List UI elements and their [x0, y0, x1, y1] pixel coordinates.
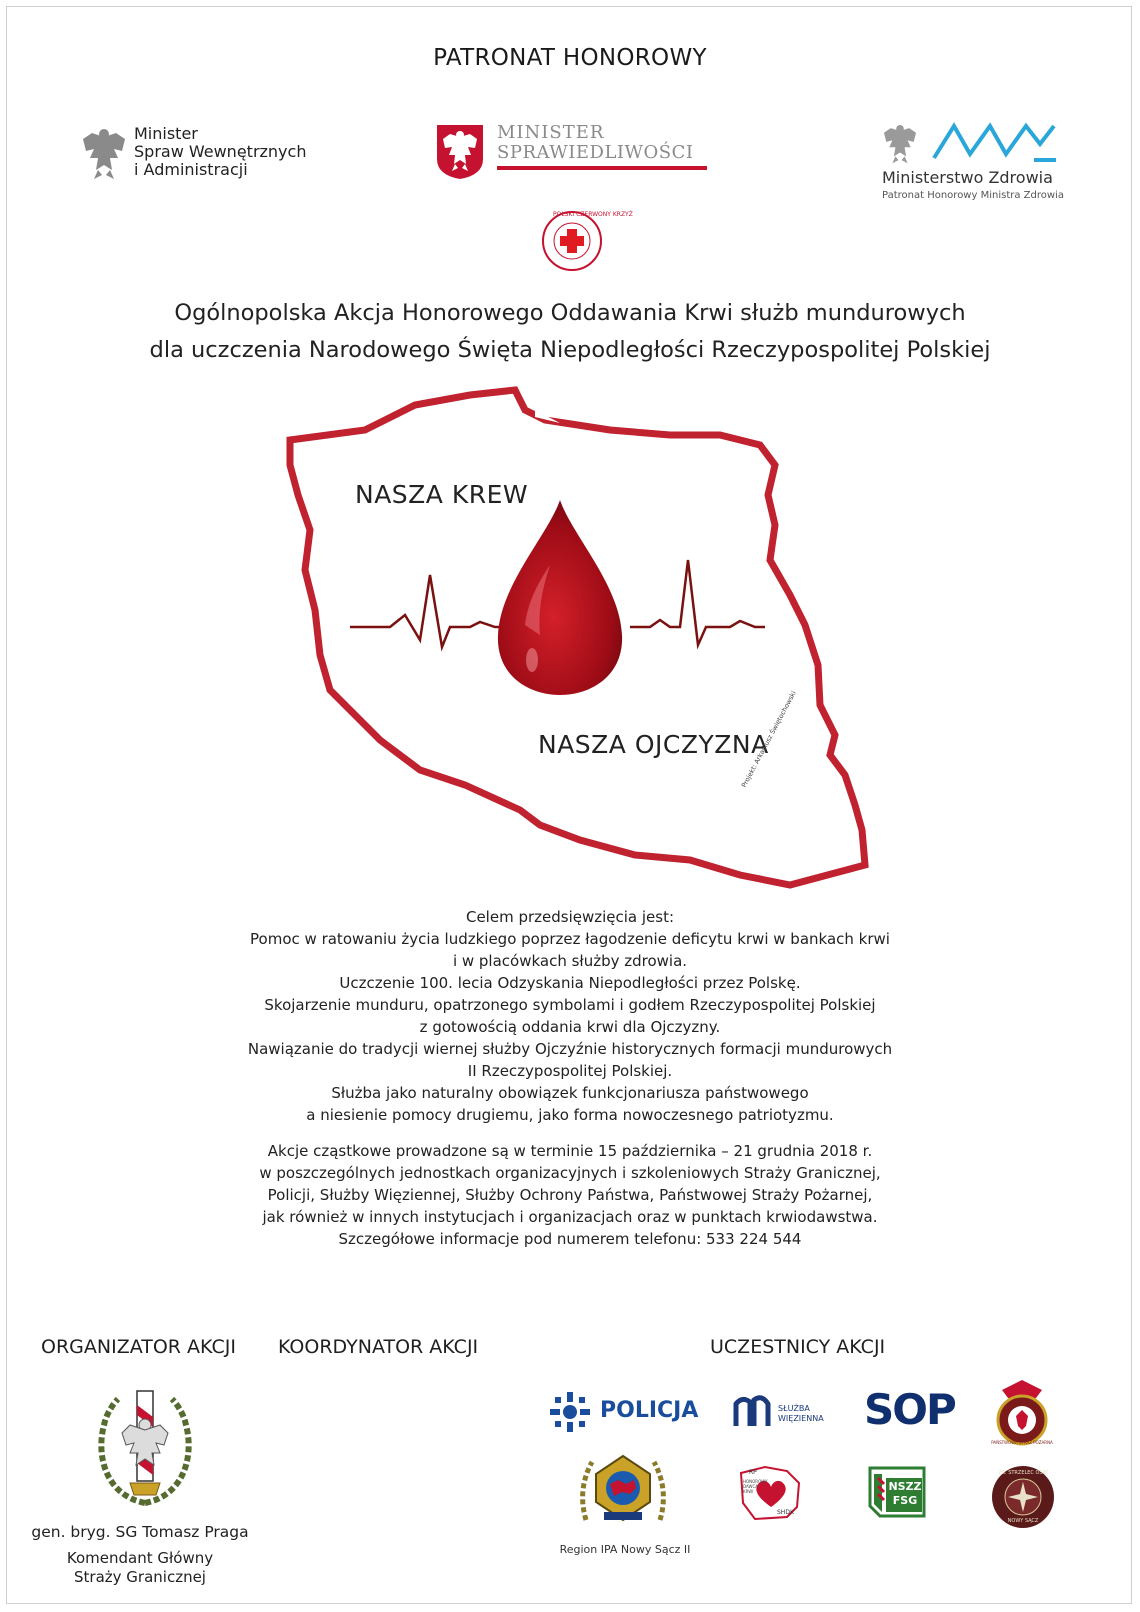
coordinator-label: KOORDYNATOR AKCJI — [278, 1336, 479, 1358]
shdk-text: SHDK — [777, 1509, 794, 1516]
strzelec-logo — [990, 1464, 1056, 1530]
sw-line1: SŁUŻBA — [778, 1404, 810, 1413]
ms-logo — [435, 120, 710, 185]
signatory-unit: Straży Granicznej — [74, 1568, 206, 1586]
goal-line: Nawiązanie do tradycji wiernej służby Ojczyźnie historycznych formacji mundurowych — [247, 1040, 893, 1058]
participants-label: UCZESTNICY AKCJI — [710, 1336, 886, 1358]
info-line: jak również w innych instytucjach i organizacjach oraz w punktach krwiodawstwa. — [262, 1208, 878, 1226]
phone-line: Szczegółowe informacje pod numerem telefonu: 533 224 544 — [338, 1230, 802, 1248]
shdk-logo — [735, 1463, 805, 1523]
eagle-icon — [80, 125, 128, 180]
mswia-line3: i Administracji — [134, 160, 248, 179]
sluzba-wiezienna-logo — [732, 1390, 842, 1438]
ms-line2: SPRAWIEDLIWOŚCI — [497, 142, 694, 163]
goal-line: Uczczenie 100. lecia Odzyskania Niepodległości przez Polskę. — [339, 974, 801, 992]
drop-highlight-small — [526, 648, 538, 672]
pck-logo — [541, 210, 633, 272]
ms-line1: MINISTER — [497, 122, 605, 143]
goal-line: Pomoc w ratowaniu życia ludzkiego poprzez łagodzenie deficytu krwi w bankach krwi — [250, 930, 890, 948]
organizer-label: ORGANIZATOR AKCJI — [41, 1336, 236, 1358]
poland-outline — [270, 385, 880, 905]
ekg-left — [350, 575, 520, 647]
mz-logo — [880, 118, 1080, 208]
sop-logo — [864, 1385, 955, 1437]
pck-ring-text: POLSKI CZERWONY KRZYŻ — [553, 211, 633, 218]
mz-name: Ministerstwo Zdrowia — [882, 168, 1053, 187]
goal-line: a niesienie pomocy drugiemu, jako forma nowoczesnego patriotyzmu. — [306, 1106, 834, 1124]
nszz-line2: FSG — [892, 1494, 918, 1507]
mswia-line2: Spraw Wewnętrznych — [134, 142, 307, 161]
mswia-logo — [80, 125, 330, 185]
goal-line: Służba jako naturalny obowiązek funkcjonariusza państwowego — [331, 1084, 809, 1102]
designer-credit: Projekt: Arkadiusz Świętochowski — [740, 689, 798, 789]
border-guard-emblem — [90, 1385, 200, 1510]
shdk-small-text: HONOROWY DAWCA KRWI — [743, 1479, 768, 1494]
eagle-shield-icon — [435, 123, 485, 181]
patronat-heading: PATRONAT HONOROWY — [433, 45, 707, 71]
nasza-krew-text: NASZA KREW — [355, 480, 529, 509]
info-line: Policji, Służby Więziennej, Służby Ochrony Państwa, Państwowej Straży Pożarnej, — [267, 1186, 873, 1204]
mz-subtitle: Patronat Honorowy Ministra Zdrowia — [882, 190, 1064, 201]
signatory-title: Komendant Główny — [66, 1549, 214, 1567]
title-line1: Ogólnopolska Akcja Honorowego Oddawania Krwi służb mundurowych — [174, 300, 966, 326]
poland-map-graphic — [270, 385, 880, 905]
psp-logo — [990, 1378, 1054, 1446]
ipa-caption: Region IPA Nowy Sącz II — [559, 1543, 691, 1556]
ekg-right — [630, 560, 765, 645]
ipa-emblem-icon — [578, 1450, 668, 1530]
mz-emblem-icon — [930, 120, 1060, 164]
policja-text: POLICJA — [600, 1398, 699, 1423]
mswia-line1: Minister — [134, 124, 198, 143]
goal-line: II Rzeczypospolitej Polskiej. — [467, 1062, 673, 1080]
blood-drop-icon — [498, 500, 622, 695]
ms-red-bar — [497, 166, 707, 170]
info-line: Akcje cząstkowe prowadzone są w terminie 15 października – 21 grudnia 2018 r. — [267, 1142, 873, 1160]
police-star-icon — [548, 1390, 592, 1434]
psp-emblem-icon — [990, 1378, 1054, 1446]
ipa-logo — [578, 1450, 668, 1530]
goals-text — [200, 906, 940, 1250]
psp-ring-text: PAŃSTWOWA STRAŻ POŻARNA — [991, 1440, 1053, 1445]
sw-line2: WIĘZIENNA — [778, 1414, 824, 1423]
sop-text: SOP — [864, 1385, 955, 1434]
sw-emblem-icon — [732, 1392, 772, 1432]
goal-line: z gotowością oddania krwi dla Ojczyzny. — [419, 1018, 721, 1036]
goal-line: Celem przedsięwzięcia jest: — [465, 908, 675, 926]
signatory-name: gen. bryg. SG Tomasz Praga — [31, 1523, 249, 1541]
policja-logo — [548, 1388, 699, 1436]
goal-line: Skojarzenie munduru, opatrzonego symbolami i godłem Rzeczypospolitej Polskiej — [264, 996, 876, 1014]
nszz-fsg-logo — [868, 1466, 926, 1522]
goal-line: i w placówkach służby zdrowia. — [452, 952, 688, 970]
red-cross-icon — [541, 210, 633, 272]
nasza-ojczyzna-text: NASZA OJCZYZNA — [538, 730, 769, 759]
shdk-rp: RP — [749, 1469, 757, 1476]
border-guard-icon — [90, 1385, 200, 1510]
info-line: w poszczególnych jednostkach organizacyjnych i szkoleniowych Straży Granicznej, — [259, 1164, 881, 1182]
strzelec-top-text: ZS. STRZELEC OSW — [998, 1470, 1048, 1476]
event-title — [0, 295, 1140, 369]
eagle-icon — [880, 122, 920, 164]
title-line2: dla uczczenia Narodowego Święta Niepodległości Rzeczypospolitej Polskiej — [149, 337, 991, 363]
nszz-line1: NSZZ — [888, 1480, 922, 1493]
strzelec-bottom-text: NOWY SĄCZ — [1007, 1518, 1039, 1524]
